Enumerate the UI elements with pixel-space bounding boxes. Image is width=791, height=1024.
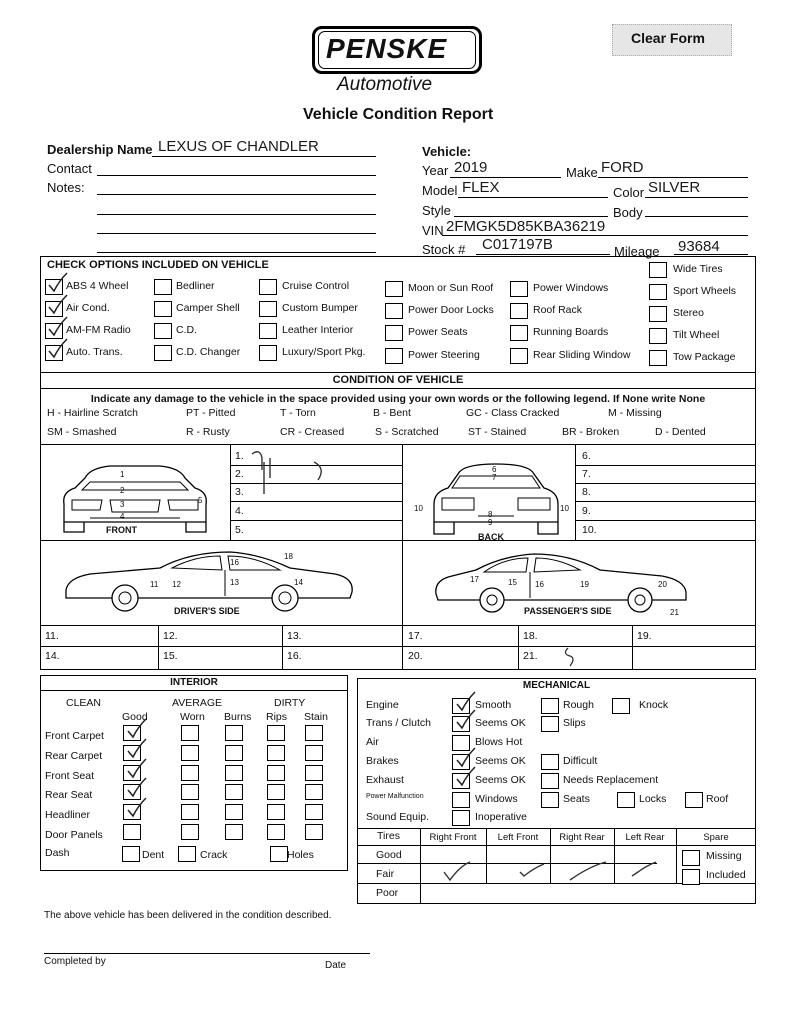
legend-item: H - Hairline Scratch bbox=[47, 407, 139, 419]
spare-checkbox[interactable] bbox=[682, 850, 700, 866]
contact-line[interactable] bbox=[97, 175, 376, 176]
option-label: Tilt Wheel bbox=[673, 329, 720, 341]
side-damage-number: 14. bbox=[45, 650, 60, 662]
mechanical-checkbox[interactable] bbox=[612, 698, 630, 714]
front-damage-number: 5. bbox=[235, 524, 244, 536]
option-checkbox[interactable] bbox=[154, 323, 172, 339]
mechanical-checkbox[interactable] bbox=[541, 716, 559, 732]
mechanical-option-label: Roof bbox=[706, 793, 729, 805]
front-numbers-divider bbox=[402, 444, 403, 626]
back-damage-line[interactable] bbox=[575, 483, 756, 484]
mechanical-option-label: Seats bbox=[563, 793, 590, 805]
interior-row-label: Rear Carpet bbox=[45, 750, 103, 762]
diagram-number: 6 bbox=[492, 465, 497, 474]
interior-checkbox[interactable] bbox=[305, 804, 323, 820]
stock-line bbox=[476, 254, 610, 255]
color-line bbox=[645, 197, 748, 198]
stock-value[interactable]: C017197B bbox=[482, 236, 553, 253]
side-field-divider bbox=[402, 626, 403, 670]
interior-checkbox[interactable] bbox=[305, 725, 323, 741]
car-driver-side-diagram bbox=[60, 548, 360, 614]
option-label: Cruise Control bbox=[282, 280, 350, 292]
diagram-number: 20 bbox=[658, 580, 667, 589]
checkmark-icon bbox=[455, 767, 477, 789]
checkmark-icon bbox=[47, 339, 69, 361]
diagram-number: 17 bbox=[470, 575, 479, 584]
option-label: Bedliner bbox=[176, 280, 215, 292]
legend-item: M - Missing bbox=[608, 407, 662, 419]
diagram-number: 2 bbox=[120, 486, 125, 495]
mechanical-checkbox[interactable] bbox=[685, 792, 703, 808]
option-label: Running Boards bbox=[533, 326, 609, 338]
tires-header-cell: Left Rear bbox=[625, 832, 665, 843]
mechanical-checkbox[interactable] bbox=[541, 698, 559, 714]
interior-checkbox[interactable] bbox=[181, 824, 199, 840]
mechanical-row-label: Trans / Clutch bbox=[366, 717, 431, 729]
side-field-divider bbox=[158, 626, 159, 670]
option-label: Tow Package bbox=[673, 351, 736, 363]
handwritten-mark-21 bbox=[560, 646, 580, 668]
make-value[interactable]: FORD bbox=[601, 159, 644, 176]
interior-checkbox[interactable] bbox=[181, 725, 199, 741]
notes-line-4[interactable] bbox=[97, 252, 376, 253]
back-damage-number: 6. bbox=[582, 450, 591, 462]
tires-header-cell: Right Front bbox=[429, 832, 477, 843]
side-damage-number: 13. bbox=[287, 630, 302, 642]
tires-header-cell: Tires bbox=[377, 830, 400, 842]
mechanical-option-label: Locks bbox=[639, 793, 667, 805]
back-damage-line[interactable] bbox=[575, 465, 756, 466]
side-damage-number: 11. bbox=[45, 630, 59, 642]
mileage-label: Mileage bbox=[614, 244, 660, 259]
vin-value[interactable]: 2FMGK5D85KBA36219 bbox=[446, 218, 606, 235]
dealership-line bbox=[152, 156, 376, 157]
option-checkbox[interactable] bbox=[385, 303, 403, 319]
option-label: Rear Sliding Window bbox=[533, 349, 631, 361]
vin-label: VIN bbox=[422, 223, 444, 238]
mechanical-option-label: Slips bbox=[563, 717, 586, 729]
interior-checkbox[interactable] bbox=[305, 784, 323, 800]
condition-divider-2 bbox=[40, 388, 756, 389]
notes-line-3[interactable] bbox=[97, 233, 376, 234]
back-damage-number: 7. bbox=[582, 468, 591, 480]
mechanical-checkbox[interactable] bbox=[452, 792, 470, 808]
option-label: Auto. Trans. bbox=[66, 346, 123, 358]
diagram-number: 10 bbox=[414, 504, 423, 513]
side-numbers-divider bbox=[40, 646, 756, 647]
back-damage-number: 10. bbox=[582, 524, 597, 536]
dash-label: Dent bbox=[142, 849, 165, 861]
mileage-line bbox=[674, 254, 748, 255]
dealership-label: Dealership Name bbox=[47, 142, 153, 157]
interior-col-header: Rips bbox=[266, 711, 288, 723]
tires-row-good bbox=[357, 845, 756, 846]
mechanical-option-label: Knock bbox=[639, 699, 669, 711]
body-label: Body bbox=[613, 205, 643, 220]
mechanical-option-label: Rough bbox=[563, 699, 594, 711]
side-damage-number: 21. bbox=[523, 650, 538, 662]
date-label: Date bbox=[325, 960, 347, 971]
tires-header-cell: Right Rear bbox=[559, 832, 605, 843]
mechanical-option-label: Seems OK bbox=[475, 774, 526, 786]
interior-row-label: Rear Seat bbox=[45, 789, 93, 801]
front-damage-number: 3. bbox=[235, 486, 244, 498]
mileage-value[interactable]: 93684 bbox=[678, 238, 720, 255]
interior-checkbox[interactable] bbox=[181, 804, 199, 820]
diagram-number: 19 bbox=[580, 580, 589, 589]
option-checkbox[interactable] bbox=[154, 301, 172, 317]
mechanical-checkbox[interactable] bbox=[541, 792, 559, 808]
dash-label: Holes bbox=[287, 849, 314, 861]
legend-item: GC - Class Cracked bbox=[466, 407, 560, 419]
tires-row-label: Fair bbox=[376, 868, 395, 880]
interior-col-header: Burns bbox=[224, 711, 252, 723]
back-damage-line[interactable] bbox=[575, 520, 756, 521]
interior-checkbox[interactable] bbox=[225, 725, 243, 741]
option-checkbox[interactable] bbox=[510, 281, 528, 297]
option-checkbox[interactable] bbox=[510, 303, 528, 319]
mechanical-row-label: Exhaust bbox=[366, 774, 404, 786]
interior-row-label: Door Panels bbox=[45, 829, 103, 841]
brand-subtitle: Automotive bbox=[337, 74, 433, 95]
interior-heading: INTERIOR bbox=[170, 677, 218, 688]
diagram-divider-top bbox=[40, 444, 756, 445]
side-damage-number: 12. bbox=[163, 630, 178, 642]
tires-row-label: Poor bbox=[376, 887, 399, 899]
make-label: Make bbox=[566, 165, 598, 180]
option-label: Power Seats bbox=[408, 326, 468, 338]
option-label: C.D. Changer bbox=[176, 346, 241, 358]
mechanical-option-label: Smooth bbox=[475, 699, 512, 711]
diagram-number: 1 bbox=[120, 470, 125, 479]
side-damage-number: 15. bbox=[163, 650, 178, 662]
front-damage-number: 2. bbox=[235, 468, 244, 480]
interior-checkbox[interactable] bbox=[267, 804, 285, 820]
spare-checkbox[interactable] bbox=[682, 869, 700, 885]
side-field-divider bbox=[282, 626, 283, 670]
mechanical-checkbox[interactable] bbox=[452, 810, 470, 826]
legend-item: BR - Broken bbox=[562, 426, 620, 438]
dash-checkbox[interactable] bbox=[270, 846, 288, 862]
side-field-divider bbox=[518, 626, 519, 670]
interior-checkbox[interactable] bbox=[305, 824, 323, 840]
body-line[interactable] bbox=[645, 216, 748, 217]
option-label: Leather Interior bbox=[282, 324, 354, 336]
front-damage-line[interactable] bbox=[230, 520, 402, 521]
option-label: Camper Shell bbox=[176, 302, 240, 314]
brand-name: PENSKE bbox=[326, 33, 448, 64]
option-label: Luxury/Sport Pkg. bbox=[282, 346, 366, 358]
dealership-value[interactable]: LEXUS OF CHANDLER bbox=[158, 138, 319, 155]
dash-checkbox[interactable] bbox=[178, 846, 196, 862]
interior-col-header: Stain bbox=[304, 711, 328, 723]
diagram-number: 13 bbox=[230, 578, 239, 587]
back-damage-number: 9. bbox=[582, 505, 591, 517]
checkmark-icon bbox=[126, 778, 148, 800]
mechanical-option-label: Needs Replacement bbox=[563, 774, 659, 786]
interior-checkbox[interactable] bbox=[267, 765, 285, 781]
option-label: Power Steering bbox=[408, 349, 480, 361]
stock-label: Stock # bbox=[422, 242, 466, 257]
dash-checkbox[interactable] bbox=[122, 846, 140, 862]
checkmark-icon bbox=[126, 719, 148, 741]
option-checkbox[interactable] bbox=[154, 279, 172, 295]
mechanical-option-label: Seems OK bbox=[475, 755, 526, 767]
back-damage-line[interactable] bbox=[575, 501, 756, 502]
mechanical-row-label: Brakes bbox=[366, 755, 399, 767]
diagram-number: 3 bbox=[120, 500, 125, 509]
color-label: Color bbox=[613, 185, 645, 200]
handwritten-marks bbox=[248, 448, 338, 502]
mechanical-option-label: Windows bbox=[475, 793, 518, 805]
model-line bbox=[458, 197, 608, 198]
option-checkbox[interactable] bbox=[649, 262, 667, 278]
diagram-number: 18 bbox=[284, 552, 293, 561]
back-damage-number: 8. bbox=[582, 486, 591, 498]
condition-instruction: Indicate any damage to the vehicle in the space provided using your own words or the following legend. If None write None bbox=[90, 393, 706, 405]
interior-col-header: Good bbox=[122, 711, 148, 723]
diagram-number: 7 bbox=[492, 473, 497, 482]
mechanical-row-label: Power Malfunction bbox=[366, 793, 424, 800]
year-line bbox=[450, 177, 561, 178]
option-checkbox[interactable] bbox=[510, 348, 528, 364]
style-label: Style bbox=[422, 203, 451, 218]
interior-checkbox[interactable] bbox=[305, 745, 323, 761]
checkmark-icon bbox=[47, 317, 69, 339]
back-numbers-divider bbox=[575, 444, 576, 540]
interior-row-label: Front Seat bbox=[45, 770, 95, 782]
option-label: Roof Rack bbox=[533, 304, 583, 316]
option-label: Power Windows bbox=[533, 282, 609, 294]
interior-clean: CLEAN bbox=[66, 697, 102, 709]
mechanical-checkbox[interactable] bbox=[541, 754, 559, 770]
mechanical-option-label: Blows Hot bbox=[475, 736, 523, 748]
mechanical-row-label: Sound Equip. bbox=[366, 811, 430, 823]
diagram-number: 16 bbox=[535, 580, 544, 589]
back-label: BACK bbox=[478, 532, 504, 542]
front-damage-number: 4. bbox=[235, 505, 244, 517]
tires-top-line bbox=[357, 828, 756, 829]
legend-item: SM - Smashed bbox=[47, 426, 117, 438]
interior-checkbox[interactable] bbox=[123, 824, 141, 840]
front-damage-number: 1. bbox=[235, 450, 244, 462]
interior-checkbox[interactable] bbox=[267, 725, 285, 741]
options-heading: CHECK OPTIONS INCLUDED ON VEHICLE bbox=[47, 259, 269, 271]
interior-checkbox[interactable] bbox=[267, 745, 285, 761]
interior-row-label: Dash bbox=[45, 847, 70, 859]
side-damage-number: 16. bbox=[287, 650, 302, 662]
notes-line-1[interactable] bbox=[97, 194, 376, 195]
diagram-number: 8 bbox=[488, 510, 493, 519]
option-label: Wide Tires bbox=[673, 263, 723, 275]
mechanical-option-label: Difficult bbox=[563, 755, 598, 767]
side-damage-number: 20. bbox=[408, 650, 423, 662]
legend-item: PT - Pitted bbox=[186, 407, 236, 419]
option-checkbox[interactable] bbox=[385, 281, 403, 297]
side-damage-number: 19. bbox=[637, 630, 652, 642]
mechanical-checkbox[interactable] bbox=[541, 773, 559, 789]
interior-checkbox[interactable] bbox=[181, 745, 199, 761]
side-damage-number: 18. bbox=[523, 630, 538, 642]
driver-side-label: DRIVER'S SIDE bbox=[174, 606, 240, 616]
option-label: ABS 4 Wheel bbox=[66, 280, 129, 292]
option-checkbox[interactable] bbox=[259, 301, 277, 317]
diagram-number: 4 bbox=[120, 512, 125, 521]
front-label: FRONT bbox=[106, 525, 137, 535]
style-line[interactable] bbox=[454, 216, 608, 217]
completed-by-label: Completed by bbox=[44, 956, 106, 967]
diagram-number: 21 bbox=[670, 608, 679, 617]
notes-label: Notes: bbox=[47, 180, 85, 195]
legend-item: D - Dented bbox=[655, 426, 706, 438]
mechanical-row-label: Engine bbox=[366, 699, 399, 711]
interior-checkbox[interactable] bbox=[305, 765, 323, 781]
condition-heading: CONDITION OF VEHICLE bbox=[332, 374, 464, 386]
diagram-divider-mid bbox=[40, 540, 756, 541]
checkmark-icon bbox=[47, 295, 69, 317]
interior-checkbox[interactable] bbox=[225, 824, 243, 840]
interior-checkbox[interactable] bbox=[267, 824, 285, 840]
mechanical-heading: MECHANICAL bbox=[522, 680, 591, 691]
tires-header-cell: Left Front bbox=[497, 832, 539, 843]
option-checkbox[interactable] bbox=[649, 284, 667, 300]
interior-header-divider bbox=[40, 690, 348, 691]
option-label: Stereo bbox=[673, 307, 704, 319]
mechanical-option-label: Seems OK bbox=[475, 717, 526, 729]
mechanical-row-label: Air bbox=[366, 736, 379, 748]
vehicle-heading: Vehicle: bbox=[422, 144, 472, 159]
side-field-divider bbox=[632, 626, 633, 670]
checkmark-icon bbox=[126, 798, 148, 820]
year-value[interactable]: 2019 bbox=[454, 159, 488, 176]
option-checkbox[interactable] bbox=[649, 306, 667, 322]
diagram-number: 12 bbox=[172, 580, 181, 589]
diagram-number: 10 bbox=[560, 504, 569, 513]
page-title: Vehicle Condition Report bbox=[303, 106, 494, 123]
diagram-number: 14 bbox=[294, 578, 303, 587]
spare-option-label: Included bbox=[706, 869, 746, 881]
interior-checkbox[interactable] bbox=[267, 784, 285, 800]
year-label: Year bbox=[422, 163, 449, 178]
option-checkbox[interactable] bbox=[154, 345, 172, 361]
diagram-divider-bottom bbox=[40, 625, 756, 626]
diagram-number: 16 bbox=[230, 558, 239, 567]
color-value[interactable]: SILVER bbox=[648, 179, 701, 196]
checkmark-icon bbox=[47, 273, 69, 295]
condition-divider-top bbox=[40, 372, 756, 373]
legend-item: CR - Creased bbox=[280, 426, 345, 438]
interior-dirty: DIRTY bbox=[274, 697, 306, 709]
model-value[interactable]: FLEX bbox=[462, 179, 500, 196]
mechanical-option-label: Inoperative bbox=[475, 811, 527, 823]
model-label: Model bbox=[422, 183, 458, 198]
legend-item: S - Scratched bbox=[375, 426, 439, 438]
option-checkbox[interactable] bbox=[259, 323, 277, 339]
interior-checkbox[interactable] bbox=[225, 804, 243, 820]
legend-item: R - Rusty bbox=[186, 426, 230, 438]
option-checkbox[interactable] bbox=[259, 279, 277, 295]
option-checkbox[interactable] bbox=[649, 328, 667, 344]
side-damage-number: 17. bbox=[408, 630, 423, 642]
option-label: Custom Bumper bbox=[282, 302, 358, 314]
option-label: Air Cond. bbox=[66, 302, 110, 314]
interior-col-header: Worn bbox=[180, 711, 205, 723]
make-line bbox=[598, 177, 748, 178]
option-checkbox[interactable] bbox=[510, 325, 528, 341]
tires-row-label: Good bbox=[376, 849, 402, 861]
option-label: Sport Wheels bbox=[673, 285, 737, 297]
interior-checkbox[interactable] bbox=[225, 745, 243, 761]
front-diagram-divider bbox=[230, 444, 231, 540]
interior-row-label: Headliner bbox=[45, 809, 90, 821]
diagram-number: 15 bbox=[508, 578, 517, 587]
tires-header-cell: Spare bbox=[703, 832, 729, 843]
interior-checkbox[interactable] bbox=[225, 784, 243, 800]
option-label: Power Door Locks bbox=[408, 304, 494, 316]
legend-item: ST - Stained bbox=[468, 426, 527, 438]
interior-row-label: Front Carpet bbox=[45, 730, 104, 742]
interior-checkbox[interactable] bbox=[181, 765, 199, 781]
signature-line[interactable] bbox=[44, 953, 370, 954]
interior-checkbox[interactable] bbox=[181, 784, 199, 800]
legend-item: T - Torn bbox=[280, 407, 316, 419]
notes-line-2[interactable] bbox=[97, 214, 376, 215]
option-label: AM-FM Radio bbox=[66, 324, 131, 336]
interior-checkbox[interactable] bbox=[225, 765, 243, 781]
passenger-side-label: PASSENGER'S SIDE bbox=[524, 606, 612, 616]
diagram-number: 9 bbox=[488, 518, 493, 527]
option-checkbox[interactable] bbox=[649, 350, 667, 366]
clear-form-label: Clear Form bbox=[631, 30, 705, 46]
option-label: Moon or Sun Roof bbox=[408, 282, 494, 294]
interior-average: AVERAGE bbox=[172, 697, 222, 709]
option-checkbox[interactable] bbox=[385, 348, 403, 364]
diagram-number: 5 bbox=[198, 496, 203, 505]
legend-item: B - Bent bbox=[373, 407, 411, 419]
mechanical-checkbox[interactable] bbox=[617, 792, 635, 808]
diagram-number: 11 bbox=[150, 580, 159, 589]
option-label: C.D. bbox=[176, 324, 197, 336]
contact-label: Contact bbox=[47, 161, 92, 176]
footer-statement: The above vehicle has been delivered in the condition described. bbox=[44, 910, 332, 921]
dash-label: Crack bbox=[200, 849, 228, 861]
option-checkbox[interactable] bbox=[385, 325, 403, 341]
checkmark-icon bbox=[126, 739, 148, 761]
option-checkbox[interactable] bbox=[259, 345, 277, 361]
tire-check-marks bbox=[440, 860, 670, 884]
spare-option-label: Missing bbox=[706, 850, 742, 862]
checkmark-icon bbox=[455, 710, 477, 732]
